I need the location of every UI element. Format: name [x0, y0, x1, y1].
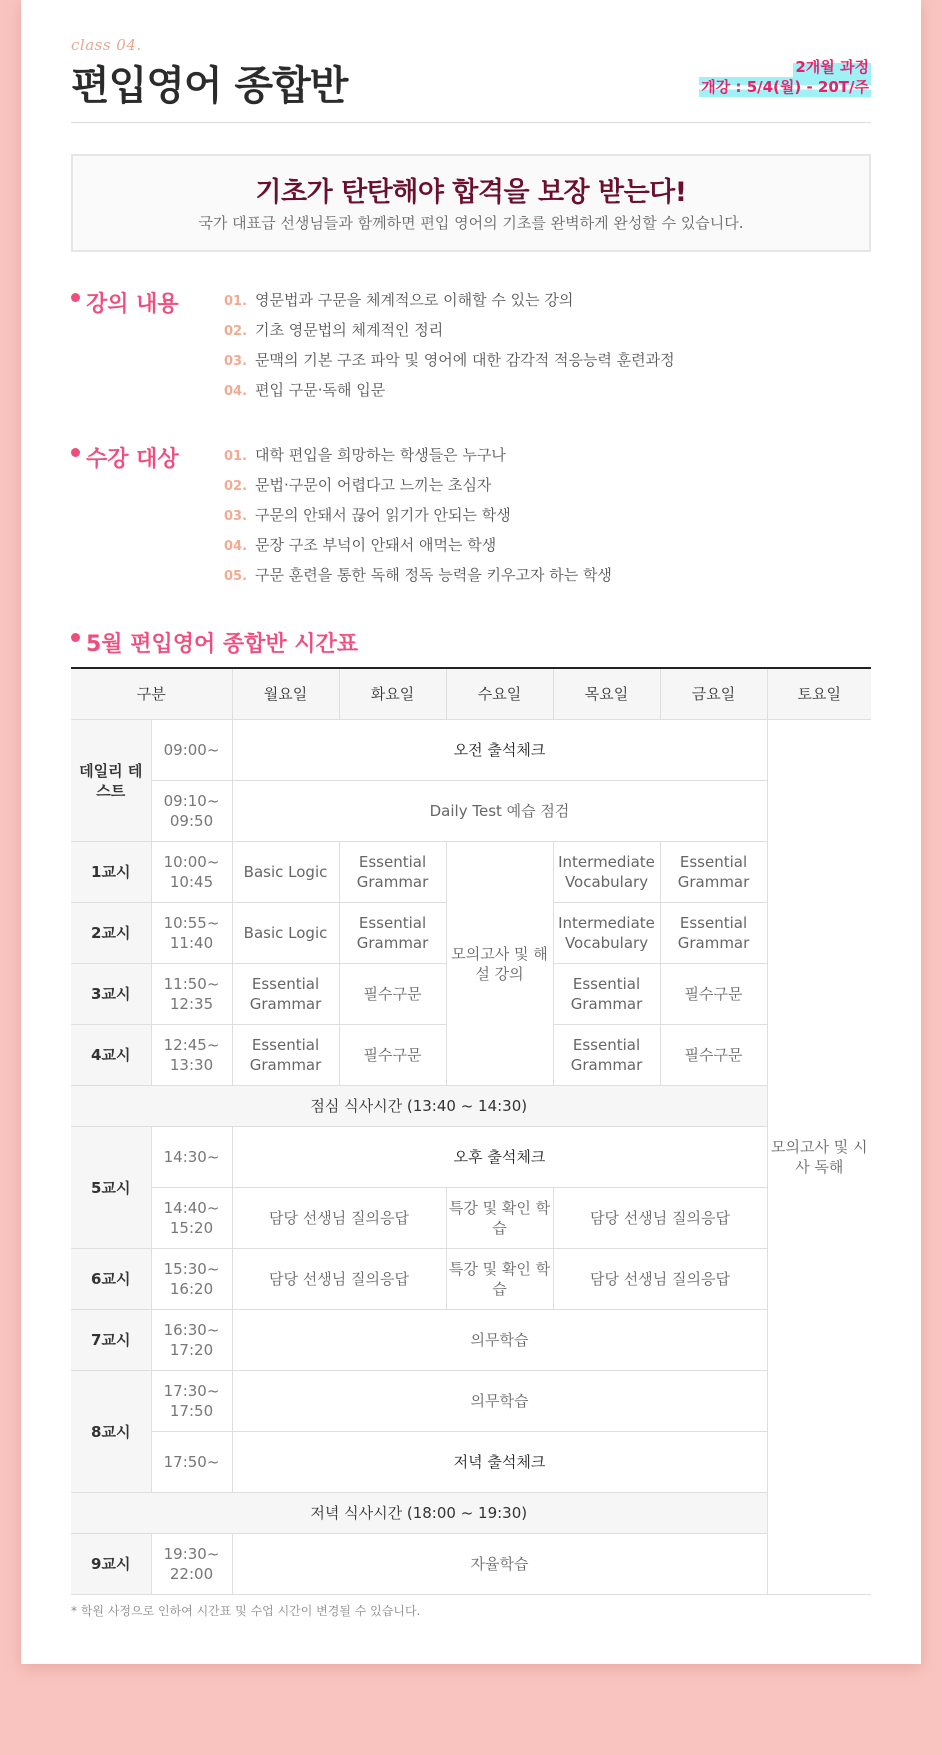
item-number: 05. [224, 569, 248, 584]
period-label: 9교시 [71, 1534, 151, 1595]
period-label: 3교시 [71, 964, 151, 1025]
list-item [224, 319, 675, 349]
class-cell: Intermediate Vocabulary [553, 842, 660, 903]
period-label: 6교시 [71, 1249, 151, 1310]
table-row [71, 1127, 871, 1188]
item-number: 04. [224, 539, 248, 554]
intro-box [71, 154, 871, 252]
course-info [699, 57, 871, 97]
item-number: 02. [224, 324, 248, 339]
item-text: 구문의 안돼서 끊어 읽기가 안되는 학생 [255, 506, 511, 524]
evening-attendance-cell: 저녁 출석체크 [232, 1432, 767, 1493]
item-text: 구문 훈련을 통한 독해 정독 능력을 키우고자 하는 학생 [255, 566, 612, 584]
time-cell: 15:30~ 16:20 [151, 1249, 232, 1310]
item-text: 기초 영문법의 체계적인 정리 [255, 321, 444, 339]
time-cell: 17:50~ [151, 1432, 232, 1493]
time-cell: 09:00~ [151, 720, 232, 781]
table-row [71, 1432, 871, 1493]
daily-test-review-cell: Daily Test 예습 점검 [232, 781, 767, 842]
header-friday: 금요일 [660, 668, 767, 720]
timetable [71, 667, 871, 1595]
intro-headline: 기초가 탄탄해야 합격을 보장 받는다! [255, 177, 687, 208]
timetable-header-row [71, 668, 871, 720]
table-row [71, 1086, 871, 1127]
class-cell: Essential Grammar [232, 1025, 339, 1086]
time-cell: 12:45~ 13:30 [151, 1025, 232, 1086]
timetable-title-text: 5월 편입영어 종합반 시간표 [86, 632, 359, 657]
period-label: 5교시 [71, 1127, 151, 1249]
qa-cell: 담당 선생님 질의응답 [553, 1188, 767, 1249]
class-cell: 필수구문 [660, 964, 767, 1025]
list-item [224, 474, 612, 504]
class-cell: Essential Grammar [660, 903, 767, 964]
class-cell: Essential Grammar [232, 964, 339, 1025]
class-cell: Essential Grammar [339, 842, 446, 903]
item-text: 문장 구조 부넉이 안돼서 애먹는 학생 [255, 536, 497, 554]
class-cell: Essential Grammar [339, 903, 446, 964]
table-row [71, 1249, 871, 1310]
time-cell: 11:50~ 12:35 [151, 964, 232, 1025]
course-duration: 2개월 과정 [795, 58, 869, 76]
target-section-title [71, 442, 179, 473]
mandatory-study-cell: 의무학습 [232, 1310, 767, 1371]
qa-cell: 담당 선생님 질의응답 [232, 1249, 446, 1310]
page-title: 편입영어 종합반 [71, 63, 348, 109]
morning-attendance-cell: 오전 출석체크 [232, 720, 767, 781]
time-cell: 19:30~ 22:00 [151, 1534, 232, 1595]
self-study-cell: 자율학습 [232, 1534, 767, 1595]
list-item [224, 289, 675, 319]
list-item [224, 564, 612, 594]
table-row [71, 1188, 871, 1249]
class-number: class 04. [71, 36, 142, 54]
qa-cell: 담당 선생님 질의응답 [553, 1249, 767, 1310]
item-number: 01. [224, 449, 248, 464]
item-number: 03. [224, 354, 248, 369]
time-cell: 09:10~ 09:50 [151, 781, 232, 842]
target-list [224, 444, 612, 594]
class-cell: 필수구문 [339, 964, 446, 1025]
period-label: 8교시 [71, 1371, 151, 1493]
table-row [71, 720, 871, 781]
afternoon-attendance-cell: 오후 출석체크 [232, 1127, 767, 1188]
header-monday: 월요일 [232, 668, 339, 720]
header-category: 구분 [71, 668, 232, 720]
time-cell: 10:00~ 10:45 [151, 842, 232, 903]
table-row [71, 842, 871, 903]
bullet-dot-icon [71, 448, 80, 457]
period-label: 1교시 [71, 842, 151, 903]
wednesday-mock-exam-cell: 모의고사 및 해설 강의 [446, 842, 553, 1086]
list-item [224, 534, 612, 564]
qa-cell: 담당 선생님 질의응답 [232, 1188, 446, 1249]
class-cell: Basic Logic [232, 842, 339, 903]
content-card [21, 0, 921, 1664]
class-cell: Basic Logic [232, 903, 339, 964]
table-row [71, 1493, 871, 1534]
header-tuesday: 화요일 [339, 668, 446, 720]
special-lecture-cell: 특강 및 확인 학습 [446, 1249, 553, 1310]
class-cell: 필수구문 [339, 1025, 446, 1086]
header-thursday: 목요일 [553, 668, 660, 720]
table-row [71, 1371, 871, 1432]
footnote: * 학원 사정으로 인하여 시간표 및 수업 시간이 변경될 수 있습니다. [71, 1604, 421, 1618]
list-item [224, 504, 612, 534]
table-row [71, 781, 871, 842]
lecture-list [224, 289, 675, 409]
header-wednesday: 수요일 [446, 668, 553, 720]
lecture-section-title [71, 287, 179, 318]
bullet-dot-icon [71, 633, 80, 642]
time-cell: 10:55~ 11:40 [151, 903, 232, 964]
bullet-dot-icon [71, 293, 80, 302]
item-number: 03. [224, 509, 248, 524]
item-text: 영문법과 구문을 체계적으로 이해할 수 있는 강의 [255, 291, 574, 309]
period-label: 7교시 [71, 1310, 151, 1371]
time-cell: 16:30~ 17:20 [151, 1310, 232, 1371]
dinner-break-row: 저녁 식사시간 (18:00 ~ 19:30) [71, 1493, 767, 1534]
mandatory-study-cell: 의무학습 [232, 1371, 767, 1432]
class-cell: Intermediate Vocabulary [553, 903, 660, 964]
course-start: 개강 : 5/4(월) - 20T/주 [701, 78, 869, 96]
list-item [224, 379, 675, 409]
table-row [71, 1310, 871, 1371]
table-row [71, 1534, 871, 1595]
item-text: 문맥의 기본 구조 파악 및 영어에 대한 감각적 적응능력 훈련과정 [255, 351, 675, 369]
period-label: 2교시 [71, 903, 151, 964]
class-cell: Essential Grammar [553, 1025, 660, 1086]
time-cell: 14:40~ 15:20 [151, 1188, 232, 1249]
timetable-section-title [71, 627, 358, 658]
item-text: 대학 편입을 희망하는 학생들은 누구나 [255, 446, 506, 464]
header-saturday: 토요일 [767, 668, 871, 720]
list-item [224, 444, 612, 474]
saturday-cell: 모의고사 및 시사 독해 [767, 720, 871, 1595]
item-number: 02. [224, 479, 248, 494]
class-cell: Essential Grammar [660, 842, 767, 903]
lunch-break-row: 점심 식사시간 (13:40 ~ 14:30) [71, 1086, 767, 1127]
list-item [224, 349, 675, 379]
item-text: 문법·구문이 어렵다고 느끼는 초심자 [255, 476, 492, 494]
special-lecture-cell: 특강 및 확인 학습 [446, 1188, 553, 1249]
time-cell: 17:30~ 17:50 [151, 1371, 232, 1432]
class-cell: Essential Grammar [553, 964, 660, 1025]
lecture-title-text: 강의 내용 [86, 292, 179, 317]
daily-test-label: 데일리 테스트 [71, 720, 151, 842]
header-divider [71, 122, 871, 123]
item-number: 04. [224, 384, 248, 399]
item-text: 편입 구문·독해 입문 [255, 381, 386, 399]
period-label: 4교시 [71, 1025, 151, 1086]
target-title-text: 수강 대상 [86, 447, 179, 472]
time-cell: 14:30~ [151, 1127, 232, 1188]
class-cell: 필수구문 [660, 1025, 767, 1086]
item-number: 01. [224, 294, 248, 309]
intro-subtext: 국가 대표급 선생님들과 함께하면 편입 영어의 기초를 완벽하게 완성할 수 있습니다. [198, 214, 744, 232]
